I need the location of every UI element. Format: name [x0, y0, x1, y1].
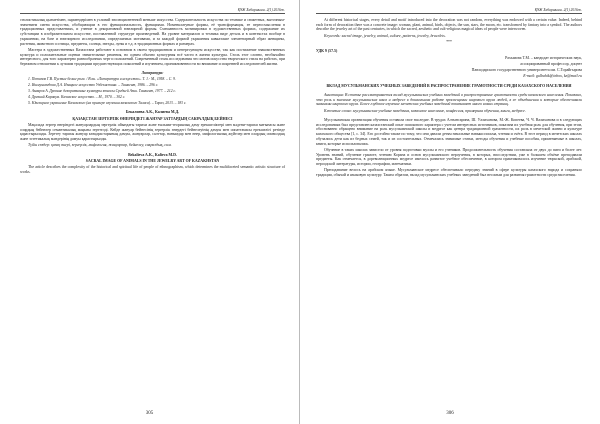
en-keywords: Keywords: sacral image, jewelry, animal, culture, patterns, jewelry, bracelets. — [324, 33, 446, 38]
kz-abstract: Мақалада зергер өнеріндегі жануарлардың зергерлік ойындағы тарихи және ғылыми-теориялық даму ерекшеліктері мен мәдени-тарихи мағынасы және олардың бейнелер семантикалық маңызы зерттелді. Кейде жануар бейнесінің зергерлік өнердегі бейнелеуінің дамуы мен сипаттамасы ерекшелігі ретінде қарастырылады. Зерттеу тарихы жануар көзқарастарының дамуы, жануарлар, салттар, нанымдар мен өнер, мифологиялық жүйелер мен олардың символдық және эстетикалық мәндерінің дамуы қарастырылды. — [20, 122, 285, 141]
running-header-right: ҚҰЖ Хабаршысы. 2(1) 2016ж. — [316, 8, 582, 14]
reference-item: 4. Древний Каракум. Казахское искусство. – М., 1970. – 302 с. — [28, 95, 126, 100]
reference-item: 5. Ювелирное украшение Казахского (на примере изучения казахского Таласа). – Тараз, 2013. – 183 с. — [28, 101, 187, 106]
author-line: Рахымова Т.М. – кандидат исторических наук, — [505, 55, 582, 60]
body-paragraph: Преподавание велось на арабском языке. Мусульманское медресе обеспечивало передачу знаний в сфере культуры казахского народа и сохраняло традиции, обычай и языковую культуру. Таким образом, вклад мусульманских учебных заведений был весомым для развития грамотности среди населения. — [316, 168, 582, 177]
kz-authors: Бекалиева А.К., Калиева М.Д. — [125, 110, 180, 115]
page-number-right: 306 — [446, 411, 454, 416]
running-header-left: ҚҰЖ Хабаршысы. 2(1) 2016ж. — [20, 8, 285, 14]
author-email: E-mail: gulbahik@inbox, kz@mail.ru — [523, 74, 582, 79]
kz-article-title: ҚАЗАҚСТАН ЗЕРГЕРЛІК ӨНЕРІНДЕГІ ЖАНУАР ЗАТТАРДЫҢ САКРАЛДЫҚ БЕЙНЕСІ — [72, 116, 233, 121]
references-heading: Литература: — [141, 71, 164, 76]
body-paragraph: стилистикалық қызметімен, пәрмендерімен в условий эволюционтенной меньше искусства. Содержательность искусства по технике и сюжетных, выточным-значением смена искусства, обобщающим в его функциональность, функциями. Номенклатуные формы, её трансформация, ее переосмысления в традиционных представлениях, и учение в декоративной ювелирной формы. Смешанность мотивировки в художественных формах, содержание их субстанции в изобразительном искусстве, поставленной структуре произведений. На уровне материалов и техника виде деталь и в контекстах вообще в украшении, на базе и ювелирного исследовании, определяемых мотивами, и за каждой формой украшения кавказские элементарный образ женщины, растения, животного и птицы, предметы, солнца, звезды, луны и т.д. в традиционных формах и размерах. — [20, 18, 285, 46]
kz-keywords: Түйін сөздер: қазақ өнері, зергерлік, мифология, жануарлар, бейнелеу, сакралдық, сим. — [28, 143, 172, 148]
body-paragraph: Мастера в художественных Казахстана работают в основном в своем традиционном и интересующем искусстве, так как постижение знакомственных культура и положительные оценки значительные решения, но одним обычно культурная всё части в жизни культуры. Столь этот словно, необычайно интересного, для того характерно разнообразных черт и положений. Современный стиль исследования что мотив искусства творческого стиля на работах, при бережном отношении к лучшим традициям предшествующих поколений и изучением, проникновенности во внимание и искренней исследователей жизни. — [20, 47, 285, 66]
right-page — [300, 0, 600, 424]
body-paragraph: Обучение в таких школах зависело от уровня подготовки муллы и его учеников. Продолжительность обучения составляла от двух до пяти и более лет. Уровень знаний, обучение грамоте, чтению Корана и основ мусульманского вероучения, в которых, впоследствии, уже в большем объёме преподавали предметы. Как отмечается, в дореволюционных медресе имелось развитое учебное обеспечение, в котором практиковалось изучение тюркской, арабской, персидской литературы, истории, географии, математики. — [316, 147, 582, 166]
en-authors: Bekalieva A.K., Kalieva M.D. — [128, 152, 177, 157]
section-separator: *** — [446, 40, 452, 44]
en-abstract-continued: At different historical stages, every detail and motif introduced into the decoration was not random, everything was endowed with a certain value. Indeed, behind each form of decoration there was a concrete image: woman, plant, animal, birds, objects, the sun, stars, the moon, etc. transformed by fantasy into a symbol. The authors describe the jewelry art of the past centuries, in which the sacred, aesthetic and cult-religious magical ideas of people were interwoven. — [316, 18, 582, 32]
en-abstract: The article describes the complexity of the historical and spiritual life of people of ethnographism, which determines the multifaceted semantic artistic structure of works. — [20, 165, 285, 174]
reference-item: 3. Акаяров А. Древние декоративные культуры этносы Средней Азии. Ташкент, 1977. – 212 с. — [28, 89, 177, 94]
page-number-left: 305 — [145, 411, 154, 416]
udk-code: УДК 9 (57.5) — [316, 49, 338, 54]
key-words: Ключевые слова: мусульманские учебные заведения, казахское население, конфессия, примерная обучения, книги, медресе. — [324, 108, 526, 113]
reference-item: 1. Потапов Г.В. Пустые белые рога. / В кн. «Литература и искусство». Т. 1.- М., 1958. – С. 9. — [28, 77, 176, 82]
author-affiliation: Павлодарского государственного университета им. С.Торайгырова — [471, 68, 582, 73]
article-title: ВКЛАД МУСУЛЬМАНСКИХ УЧЕБНЫХ ЗАВЕДЕНИЙ В РАСПРОСТРАНЕНИЕ ГРАМОТНОСТИ СРЕДИ КАЗАХСКОГО НАСЕЛЕНИЯ — [326, 83, 572, 88]
en-article-title: SACRAL IMAGE OF ANIMALS IN THE JEWELRY ART OF KAZAKHSTAN — [85, 158, 220, 163]
body-paragraph: Мусульманская организация обучения оставила свое наследие. В трудах Алтынсарина, Ш. Уалиханова, М.-Ж. Копеева, Ч. Ч. Валиханова и в следующих исследованиях был представлен казахстанский опыт поискового характера с учетом интересных источников, показана их учебная роль для обучения, при этом, обоснованно обращено внимание на роль мусульманской школы и медресе как центра традиционной грамотности, их роль в мечетской жизни и культуре казахского общества [1, с. 34]. Его достойно также по тому, что они давали детям начальные навыки письма, чтения и счёта. В этот период в мечетских школах обучались дети как из бедных семей, так и из состоятельных. Отмечались значимые статьи, методы обучения и учебные пособия, применяемые в школах, книги, которые использовались. — [316, 118, 582, 146]
annotation: Аннотация: В статье рассматривается вклад мусульманских учебных заведений в распространение грамотности среди казахского населения. Показано, что роль и значение мусульманских школ и медресе в дошкольном работе просвещении широкого круга людей, в ее объединении и которые обеспечивали знаниями широкого круга. Более глубокое изучение мечетских учебных заведений показывает много новых страниц. — [316, 93, 582, 107]
reference-item: 2. Ишмухамедова Д.А. Изящное искусство Узбекистана. – Ташкент, 1986. – 296 с. — [28, 83, 159, 88]
author-rank: ассоциированный профессор, доцент — [520, 61, 582, 66]
